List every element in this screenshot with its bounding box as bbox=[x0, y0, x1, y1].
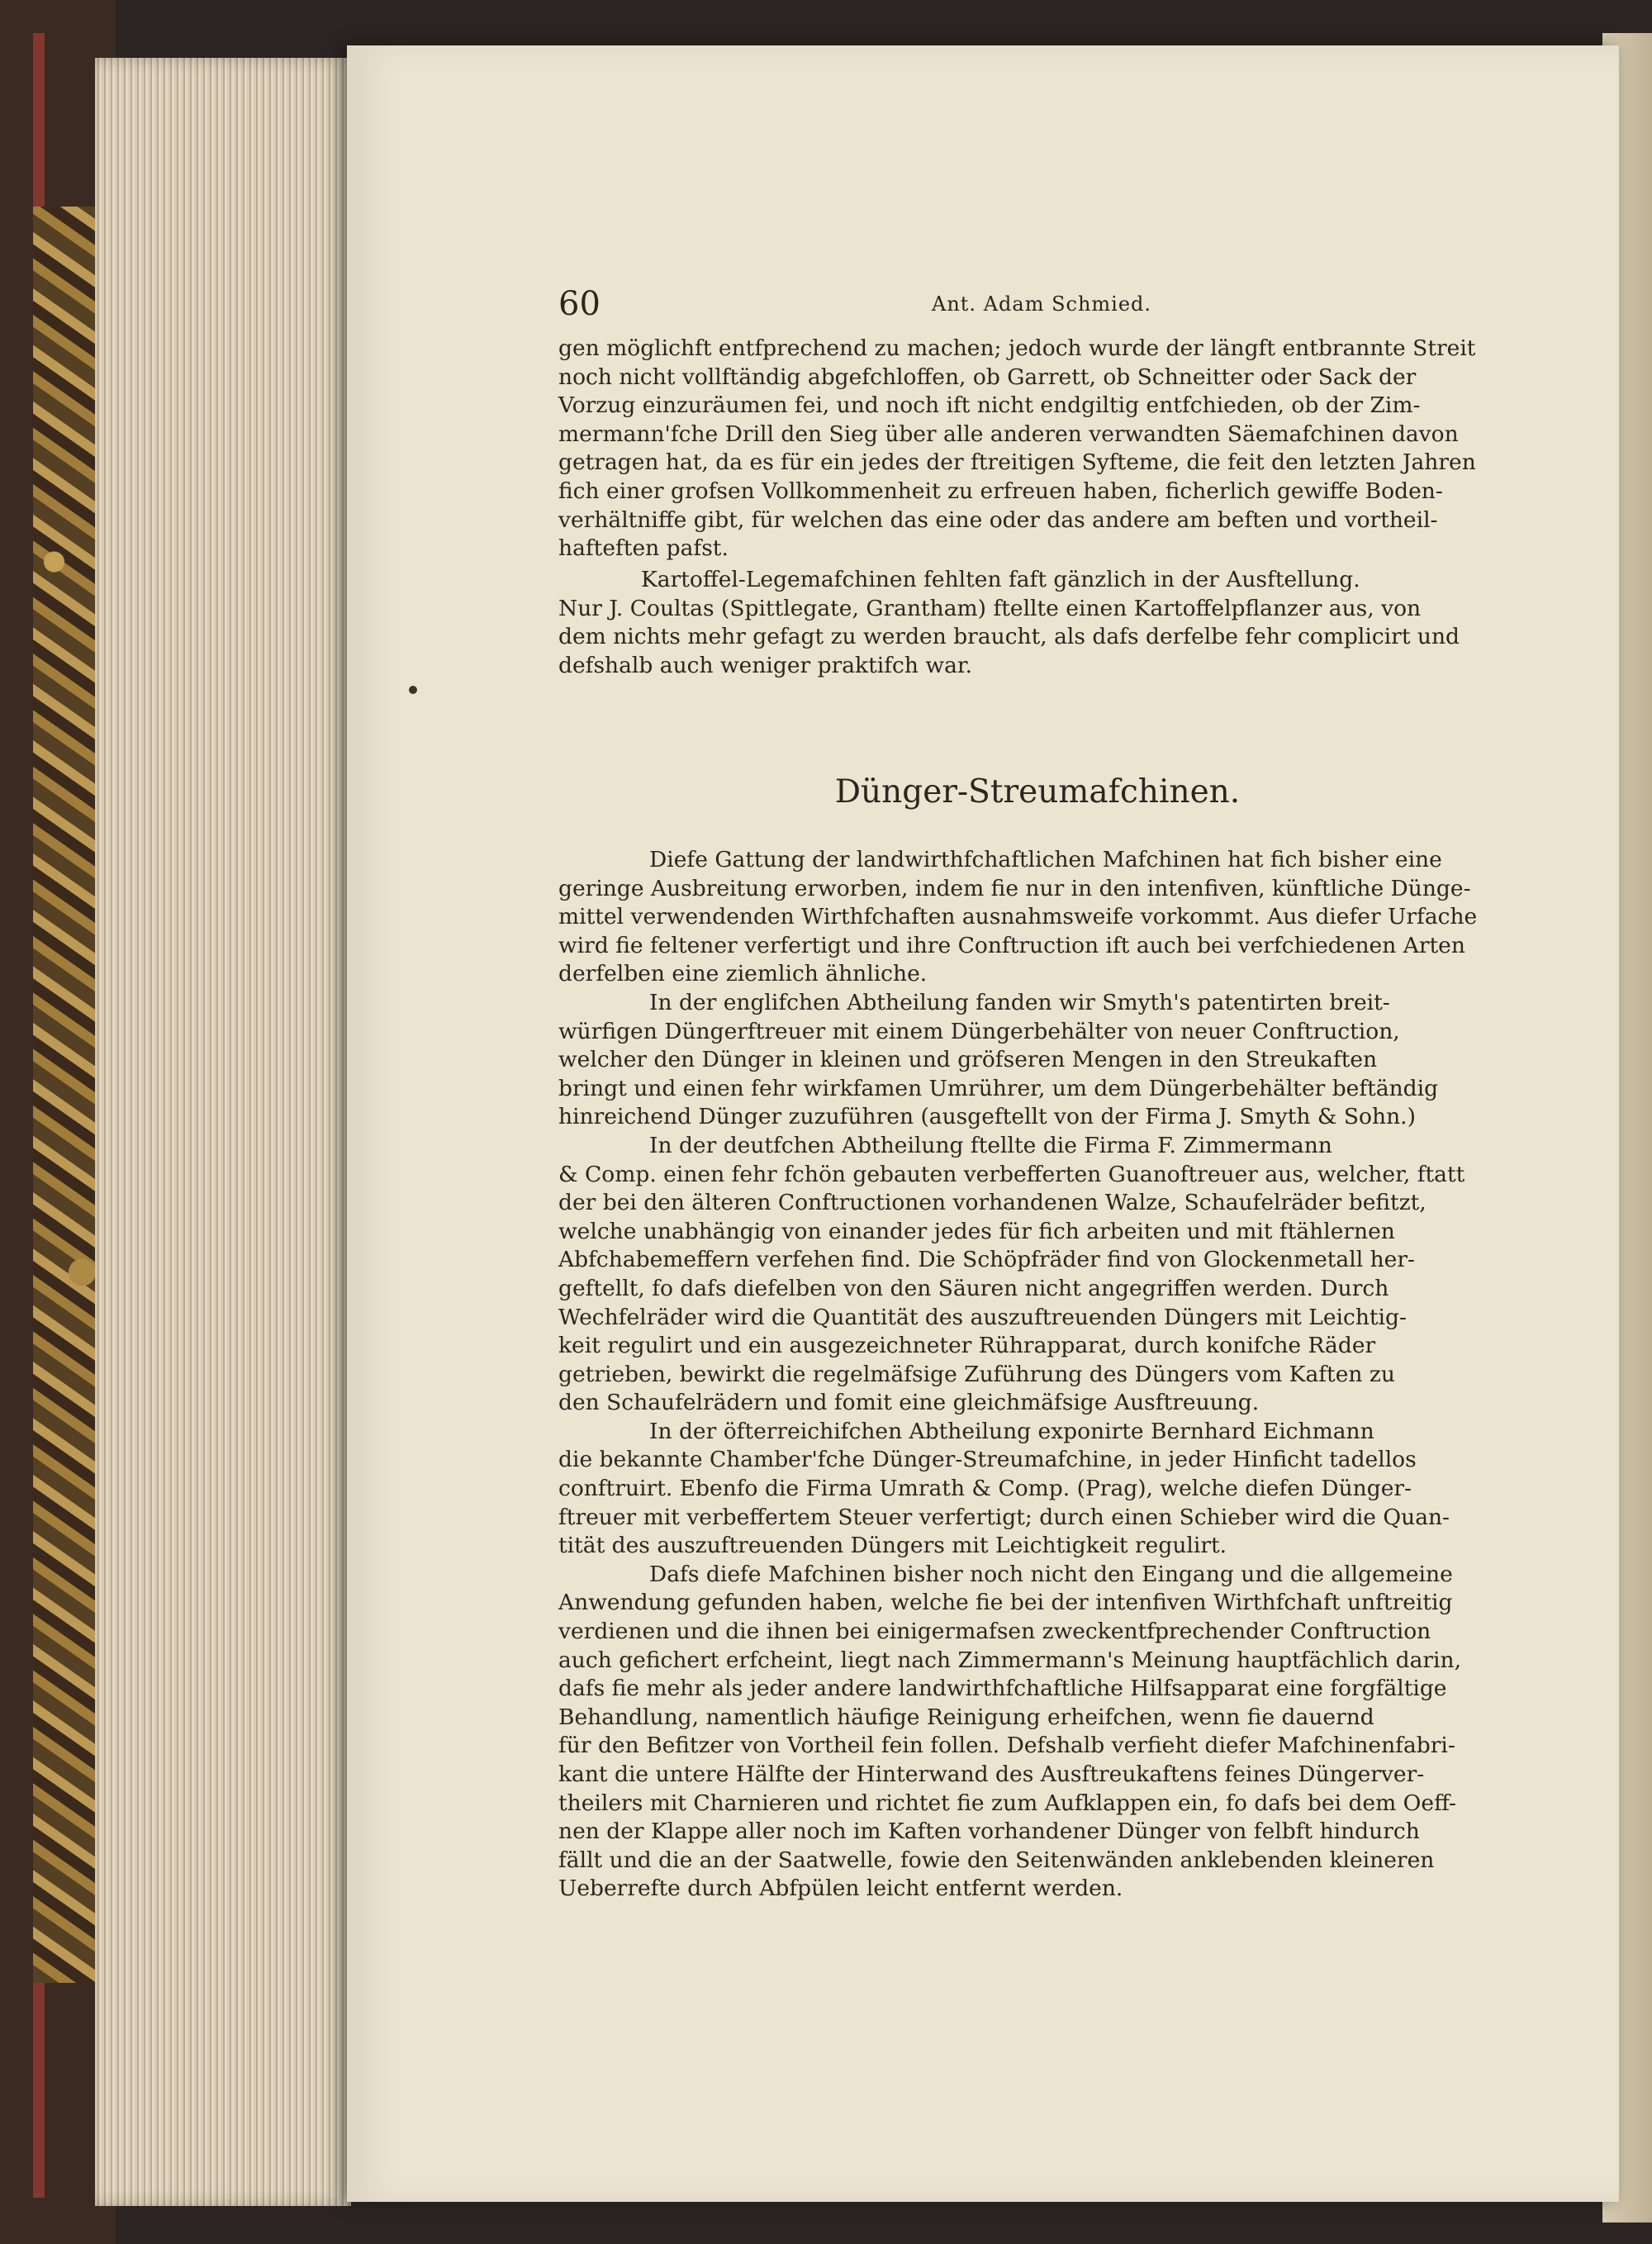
text-line: der bei den älteren Conftructionen vorhandenen Walze, Schaufelräder befitzt, bbox=[558, 1190, 1427, 1216]
text-line: In der deutfchen Abtheilung ftellte die Firma F. Zimmermann bbox=[649, 1132, 1332, 1158]
text-line: tität des auszuftreuenden Düngers mit Leichtigkeit regulirt. bbox=[558, 1533, 1227, 1559]
text-line: Kartoffel-Legemafchinen fehlten faft gänzlich in der Ausftellung. bbox=[641, 567, 1360, 592]
text-line: Vorzug einzuräumen fei, und noch ift nicht endgiltig entfchieden, ob der Zim- bbox=[558, 392, 1421, 419]
text-line: Behandlung, namentlich häufige Reinigung erheifchen, wenn fie dauernd bbox=[558, 1704, 1374, 1730]
text-line: defshalb auch weniger praktifch war. bbox=[558, 652, 973, 678]
text-line: Ueberrefte durch Abfpülen leicht entfernt werden. bbox=[558, 1876, 1123, 1902]
text-line: geringe Ausbreitung erworben, indem fie nur in den intenfiven, künftliche Dünge- bbox=[558, 875, 1471, 901]
page-edges-stack bbox=[95, 58, 351, 2206]
running-head: Ant. Adam Schmied. bbox=[932, 292, 1152, 316]
text-line: Nur J. Coultas (Spittlegate, Grantham) ftellte einen Kartoffelpflanzer aus, von bbox=[558, 595, 1422, 621]
text-line: Dafs diefe Mafchinen bisher noch nicht den Eingang und die allgemeine bbox=[649, 1561, 1453, 1587]
text-line: Anwendung gefunden haben, welche fie bei der intenfiven Wirthfchaft unftreitig bbox=[558, 1590, 1453, 1616]
text-line: getragen hat, da es für ein jedes der ftreitigen Syfteme, die feit den letzten Jahren bbox=[558, 449, 1476, 476]
text-line: verdienen und die ihnen bei einigermafsen zweckentfprechender Conftruction bbox=[558, 1619, 1431, 1645]
text-line: kant die untere Hälfte der Hinterwand des Ausftreukaftens feines Düngerver- bbox=[558, 1761, 1425, 1787]
section-heading: Dünger-Streumafchinen. bbox=[834, 773, 1241, 811]
text-line: hinreichend Dünger zuzuführen (ausgeftellt von der Firma J. Smyth & Sohn.) bbox=[558, 1104, 1416, 1130]
text-line: Abfchabemeffern verfehen find. Die Schöpfräder find von Glockenmetall her- bbox=[558, 1247, 1415, 1273]
text-line: fich einer grofsen Vollkommenheit zu erfreuen haben, ficherlich gewiffe Boden- bbox=[558, 478, 1443, 504]
text-line: derfelben eine ziemlich ähnliche. bbox=[558, 961, 928, 987]
text-line: verhältniffe gibt, für welchen das eine oder das andere am beften und vortheil- bbox=[558, 506, 1438, 533]
text-line: getrieben, bewirkt die regelmäfsige Zuführung des Düngers vom Kaften zu bbox=[558, 1361, 1395, 1387]
paragraph-potato-planters bbox=[558, 566, 1517, 680]
text-line: welcher den Dünger in kleinen und gröfseren Mengen in den Streukaften bbox=[558, 1047, 1378, 1073]
text-line: ftreuer mit verbeffertem Steuer verfertigt; durch einen Schieber wird die Quan- bbox=[558, 1504, 1450, 1530]
paragraph-seed-drills bbox=[558, 335, 1517, 563]
text-line: auch gefichert erfcheint, liegt nach Zimmermann's Meinung hauptfächlich darin, bbox=[558, 1647, 1461, 1673]
text-line: geftellt, fo dafs diefelben von den Säuren nicht angegriffen werden. Durch bbox=[558, 1275, 1389, 1301]
text-line: Diefe Gattung der landwirthfchaftlichen Mafchinen hat fich bisher eine bbox=[649, 847, 1442, 872]
text-line: dafs fie mehr als jeder andere landwirthfchaftliche Hilfsapparat eine forgfältige bbox=[558, 1676, 1447, 1702]
text-line: keit regulirt und ein ausgezeichneter Rührapparat, durch konifche Räder bbox=[558, 1333, 1376, 1359]
text-line: fällt und die an der Saatwelle, fowie den Seitenwänden anklebenden kleineren bbox=[558, 1847, 1435, 1873]
ink-spot bbox=[409, 686, 417, 694]
text-line: noch nicht vollftändig abgefchloffen, ob Garrett, ob Schneitter oder Sack der bbox=[558, 364, 1417, 390]
text-line: & Comp. einen fehr fchön gebauten verbefferten Guanoftreuer aus, welcher, ftatt bbox=[558, 1161, 1465, 1187]
text-line: Wechfelräder wird die Quantität des auszuftreuenden Düngers mit Leichtig- bbox=[558, 1304, 1407, 1330]
text-line: dem nichts mehr gefagt zu werden braucht, als dafs derfelbe fehr complicirt und bbox=[558, 624, 1460, 650]
text-line: würfigen Düngerftreuer mit einem Düngerbehälter von neuer Conftruction, bbox=[558, 1018, 1400, 1044]
text-line: mermann'fche Drill den Sieg über alle anderen verwandten Säemafchinen davon bbox=[558, 421, 1459, 447]
page-header bbox=[558, 281, 1153, 327]
marbled-endpaper bbox=[33, 207, 103, 1983]
text-line: gen möglichft entfprechend zu machen; jedoch wurde der längft entbrannte Streit bbox=[558, 335, 1476, 361]
text-line: hafteften pafst. bbox=[558, 535, 729, 562]
text-line: mittel verwendenden Wirthfchaften ausnahmsweife vorkommt. Aus diefer Urfache bbox=[558, 904, 1478, 930]
text-line: für den Befitzer von Vortheil fein follen. Defshalb verfieht diefer Mafchinenfabri- bbox=[558, 1733, 1455, 1759]
text-line: In der englifchen Abtheilung fanden wir Smyth's patentirten breit- bbox=[649, 989, 1390, 1015]
section-body bbox=[558, 846, 1517, 1904]
text-line: wird fie feltener verfertigt und ihre Conftruction ift auch bei verfchiedenen Arten bbox=[558, 932, 1465, 958]
text-line: bringt und einen fehr wirkfamen Umrührer, um dem Düngerbehälter beftändig bbox=[558, 1075, 1439, 1101]
text-line: In der öfterreichifchen Abtheilung exponirte Bernhard Eichmann bbox=[649, 1418, 1374, 1444]
text-line: welche unabhängig von einander jedes für fich arbeiten und mit ftählernen bbox=[558, 1218, 1395, 1244]
text-line: theilers mit Charnieren und richtet fie zum Aufklappen ein, fo dafs bei dem Oeff- bbox=[558, 1790, 1456, 1816]
text-line: den Schaufelrädern und fomit eine gleichmäfsige Ausftreuung. bbox=[558, 1390, 1260, 1416]
text-line: nen der Klappe aller noch im Kaften vorhandener Dünger von felbft hindurch bbox=[558, 1818, 1420, 1845]
text-line: conftruirt. Ebenfo die Firma Umrath & Comp. (Prag), welche diefen Dünger- bbox=[558, 1476, 1412, 1502]
text-line: die bekannte Chamber'fche Dünger-Streumafchine, in jeder Hinficht tadellos bbox=[558, 1447, 1417, 1473]
page-number: 60 bbox=[558, 285, 601, 323]
